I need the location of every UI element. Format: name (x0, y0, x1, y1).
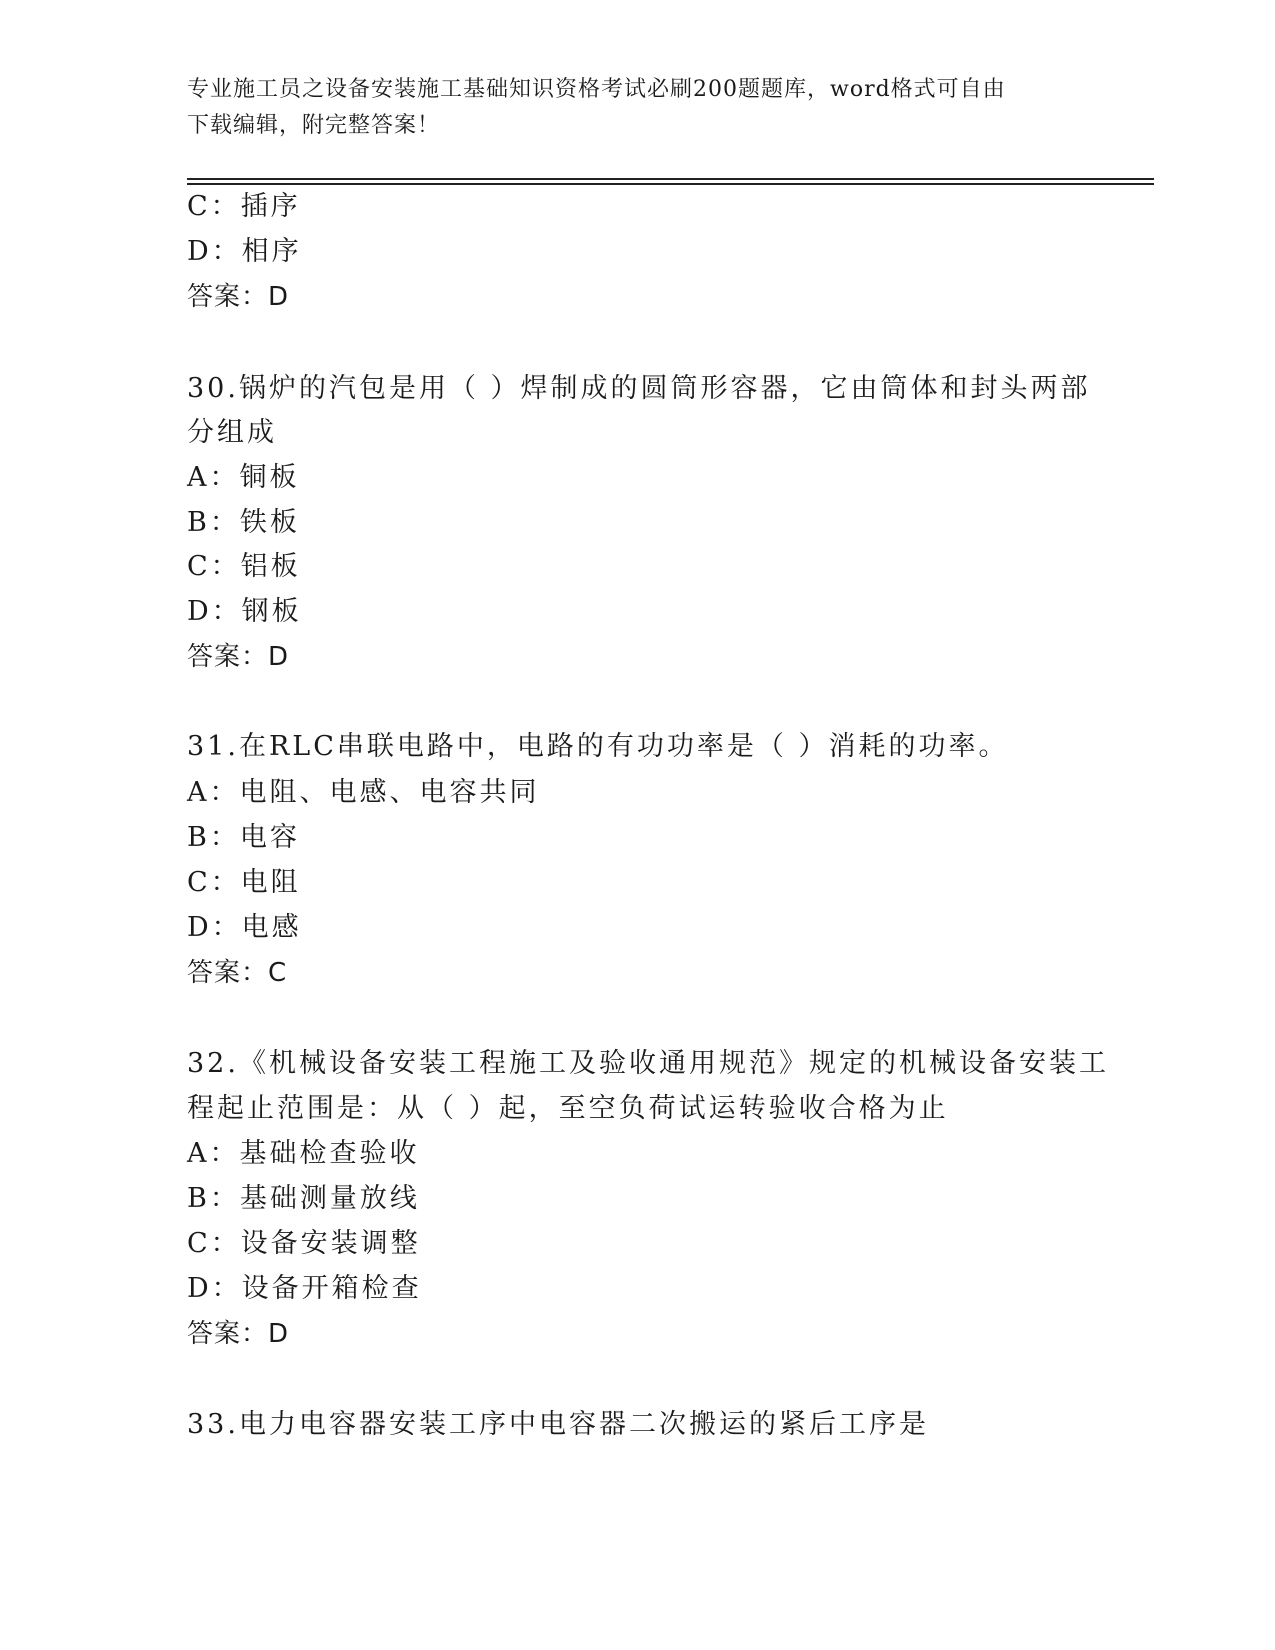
option-b: B：基础测量放线 (187, 1183, 420, 1214)
answer-line: 答案：D (187, 642, 290, 672)
answer-line: 答案：D (187, 282, 290, 312)
option-a: A：铜板 (187, 462, 300, 493)
question-stem-line: 31.在RLC串联电路中，电路的有功功率是（ ）消耗的功率。 (187, 731, 1009, 762)
question-stem-line: 程起止范围是：从（ ）起，至空负荷试运转验收合格为止 (187, 1093, 949, 1124)
option-a: A：基础检查验收 (187, 1138, 420, 1169)
question-stem-line: 分组成 (187, 417, 277, 448)
option-d: D：钢板 (187, 596, 302, 627)
option-b: B：电容 (187, 822, 300, 853)
header-divider-top (187, 178, 1154, 180)
question-stem-line: 32.《机械设备安装工程施工及验收通用规范》规定的机械设备安装工 (187, 1048, 1109, 1079)
document-header (187, 72, 1067, 144)
option-d: D：电感 (187, 912, 302, 943)
option-c: C：设备安装调整 (187, 1228, 421, 1259)
option-d: D：设备开箱检查 (187, 1273, 422, 1304)
question-stem-line: 33.电力电容器安装工序中电容器二次搬运的紧后工序是 (187, 1409, 929, 1440)
header-title-line-1: 专业施工员之设备安装施工基础知识资格考试必刷200题题库，word格式可自由 (187, 77, 1006, 102)
option-d: D：相序 (187, 236, 302, 267)
option-c: C：电阻 (187, 867, 301, 898)
question-stem-line: 30.锅炉的汽包是用（ ）焊制成的圆筒形容器，它由筒体和封头两部 (187, 373, 1091, 404)
header-divider-bottom (187, 183, 1154, 185)
answer-line: 答案：D (187, 1319, 290, 1349)
answer-line: 答案：C (187, 958, 288, 988)
header-title-line-2: 下载编辑，附完整答案！ (187, 113, 441, 138)
option-c: C：铝板 (187, 551, 301, 582)
option-a: A：电阻、电感、电容共同 (187, 777, 540, 808)
option-b: B：铁板 (187, 507, 300, 538)
option-c: C：插序 (187, 191, 301, 222)
